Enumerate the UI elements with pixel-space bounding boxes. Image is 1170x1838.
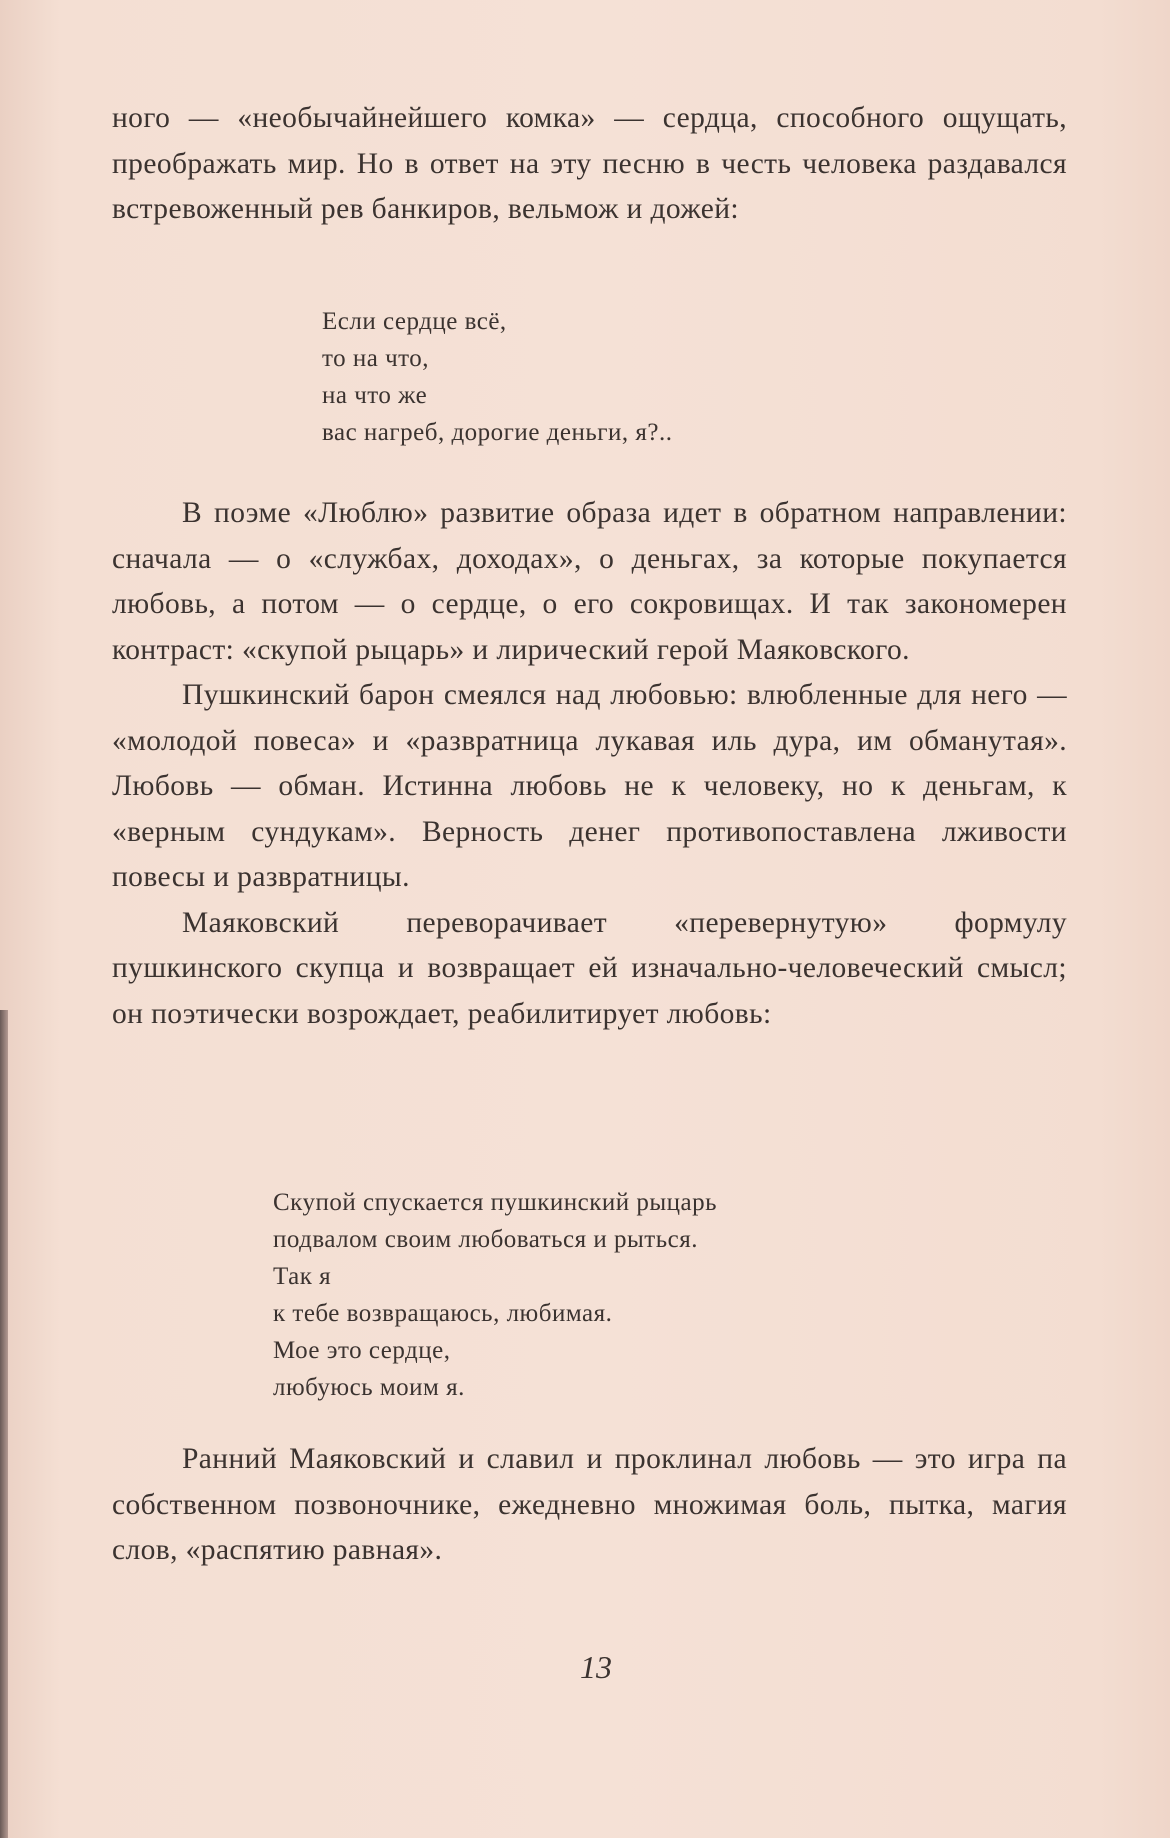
verse-line: Скупой спускается пушкинский рыцарь [273,1189,718,1216]
paragraph: В поэме «Люблю» развитие образа идет в обратном направлении: сначала — о «службах, доходах», о деньгах, за которые покупается любовь, а потом — о сердце, о его сокровищах. И так закономерен контраст: «скупой рыцарь» и лирический герой Маяковского. [112,497,1067,666]
verse-line: любуюсь моим я. [273,1374,465,1401]
paragraph: Пушкинский барон смеялся над любовью: влюбленные для него — «молодой повеса» и «развратница лукавая иль дура, им обманутая». Любовь — обман. Истинна любовь не к человеку, но к деньгам, к «верным сундукам». Верность денег противопоставлена лживости повесы и развратницы. [112,679,1067,893]
text-block-middle [112,491,1067,1037]
paragraph: Маяковский переворачивает «перевернутую» формулу пушкинского скупца и возвращает ей изначально-человеческий смысл; он поэтически возрождает, реабилитирует любовь: [112,906,1067,1030]
text-block-top [112,96,1067,233]
verse-line: на что же [322,382,428,409]
page-spine-shadow [0,1010,8,1838]
verse-line: Мое это сердце, [273,1337,451,1364]
verse-quote-2 [273,1184,717,1406]
verse-line: подвалом своим любоваться и рыться. [273,1226,698,1253]
page-number: 13 [580,1649,612,1685]
verse-line: то на что, [322,345,429,372]
verse-line: Так я [273,1263,332,1290]
verse-quote-1 [322,303,673,451]
verse-line: к тебе возвращаюсь, любимая. [273,1300,613,1327]
paragraph: ного — «необычайнейшего комка» — сердца, способного ощущать, преображать мир. Но в ответ на эту песню в честь человека раздавался встревоженный рев банкиров, вельмож и дожей: [112,102,1067,225]
paragraph: Ранний Маяковский и славил и проклинал любовь — это игра па собственном позвоночнике, ежедневно множимая боль, пытка, магия слов, «распятию равная». [112,1443,1067,1566]
text-block-bottom [112,1437,1067,1574]
verse-line: Если сердце всё, [322,308,507,335]
verse-line: вас нагреб, дорогие деньги, я?.. [322,419,673,446]
